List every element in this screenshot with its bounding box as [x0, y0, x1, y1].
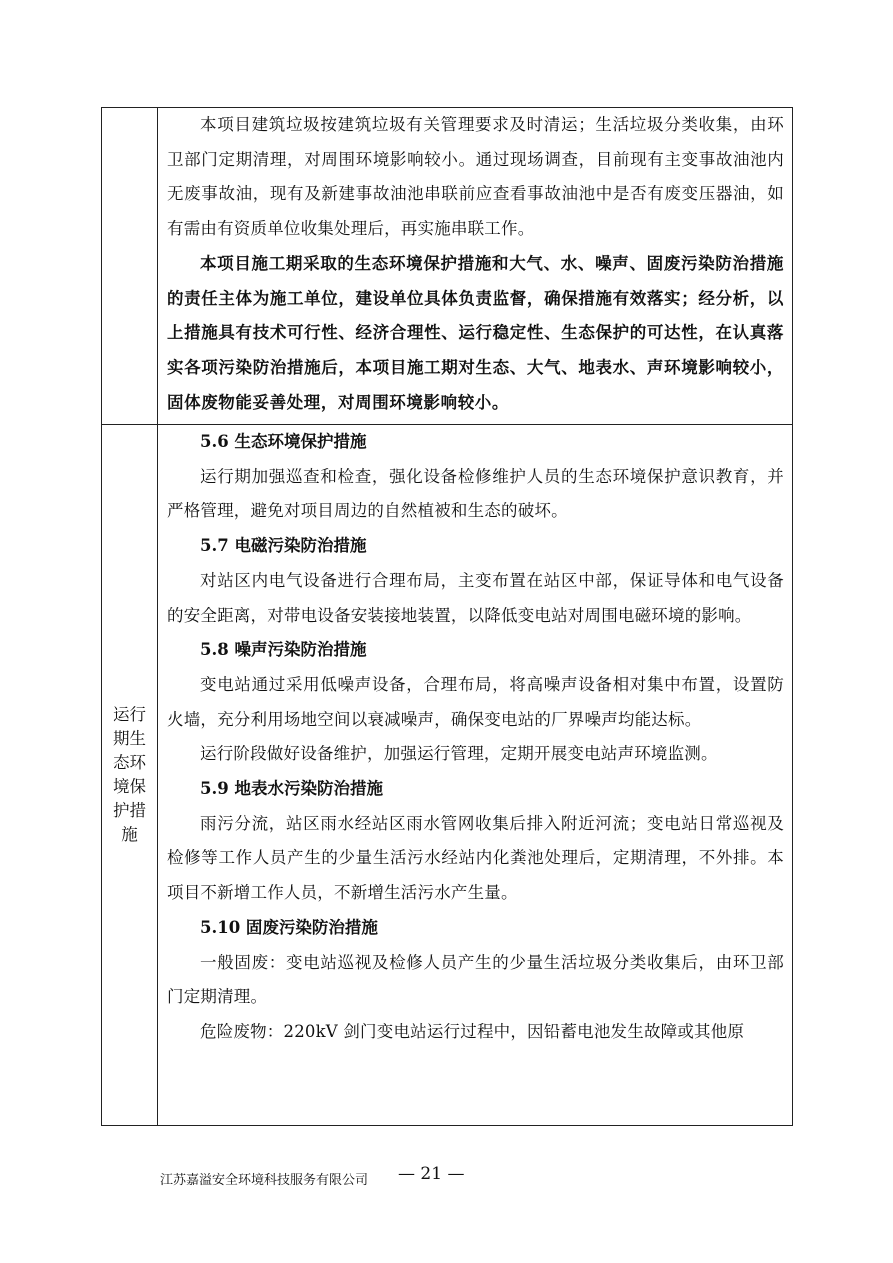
section-title-5-10: 5.10 固废污染防治措施	[200, 917, 378, 937]
table-row-construction	[102, 108, 793, 425]
paragraph-5-7: 对站区内电气设备进行合理布局，主变布置在站区中部，保证导体和电气设备的安全距离，对带电设备安装接地装置，以降低变电站对周围电磁环境的影响。	[167, 570, 784, 625]
section-title-5-8: 5.8 噪声污染防治措施	[200, 640, 367, 660]
section-title-5-7: 5.7 电磁污染防治措施	[200, 536, 367, 556]
label-line: 期生	[113, 729, 146, 748]
paragraph-5-8-a: 变电站通过采用低噪声设备，合理布局，将高噪声设备相对集中布置，设置防火墙，充分利用场地空间以衰减噪声，确保变电站的厂界噪声均能达标。	[167, 674, 784, 729]
paragraph-5-10-b: 危险废物：220kV 剑门变电站运行过程中，因铅蓄电池发生故障或其他原	[200, 1021, 745, 1041]
paragraph-5-10-a: 一般固废：变电站巡视及检修人员产生的少量生活垃圾分类收集后，由环卫部门定期清理。	[167, 952, 784, 1007]
paragraph-5-6: 运行期加强巡查和检查，强化设备检修维护人员的生态环境保护意识教育，并严格管理，避免对项目周边的自然植被和生态的破坏。	[167, 466, 784, 521]
table-row-operation	[102, 425, 793, 1126]
page-footer	[160, 1164, 760, 1192]
paragraph-responsibility-summary: 本项目施工期采取的生态环境保护措施和大气、水、噪声、固废污染防治措施的责任主体为施工单位，建设单位具体负责监督，确保措施有效落实；经分析，以上措施具有技术可行性、经济合理性、运行稳定性、生态保护的可达性，在认真落实各项污染防治措施后，本项目施工期对生态、大气、地表水、声环境影响较小，固体废物能妥善处理，对周围环境影响较小。	[167, 253, 784, 412]
construction-content-cell	[158, 108, 793, 425]
paragraph-5-8-b: 运行阶段做好设备维护，加强运行管理，定期开展变电站声环境监测。	[200, 744, 718, 764]
company-name: 江苏嘉溢安全环境科技服务有限公司	[160, 1173, 369, 1188]
content-table	[101, 107, 793, 1126]
row-label-operation-measures	[102, 425, 158, 1126]
label-line: 运行	[113, 705, 146, 724]
label-line: 护措	[113, 801, 146, 820]
label-line: 施	[121, 825, 138, 844]
paragraph-waste-disposal: 本项目建筑垃圾按建筑垃圾有关管理要求及时清运；生活垃圾分类收集，由环卫部门定期清理，对周围环境影响较小。通过现场调查，目前现有主变事故油池内无废事故油，现有及新建事故油池串联前应查看事故油池中是否有废变压器油，如有需由有资质单位收集处理后，再实施串联工作。	[167, 115, 784, 239]
page-number: — 21 —	[398, 1164, 465, 1184]
row-label-empty	[102, 108, 158, 425]
label-line: 态环	[113, 753, 146, 772]
operation-content-cell	[158, 425, 793, 1126]
section-title-5-6: 5.6 生态环境保护措施	[200, 432, 367, 451]
paragraph-5-9: 雨污分流，站区雨水经站区雨水管网收集后排入附近河流；变电站日常巡视及检修等工作人员产生的少量生活污水经站内化粪池处理后，定期清理，不外排。本项目不新增工作人员，不新增生活污水产生量。	[167, 813, 784, 903]
section-title-5-9: 5.9 地表水污染防治措施	[200, 779, 383, 799]
label-line: 境保	[113, 777, 146, 796]
